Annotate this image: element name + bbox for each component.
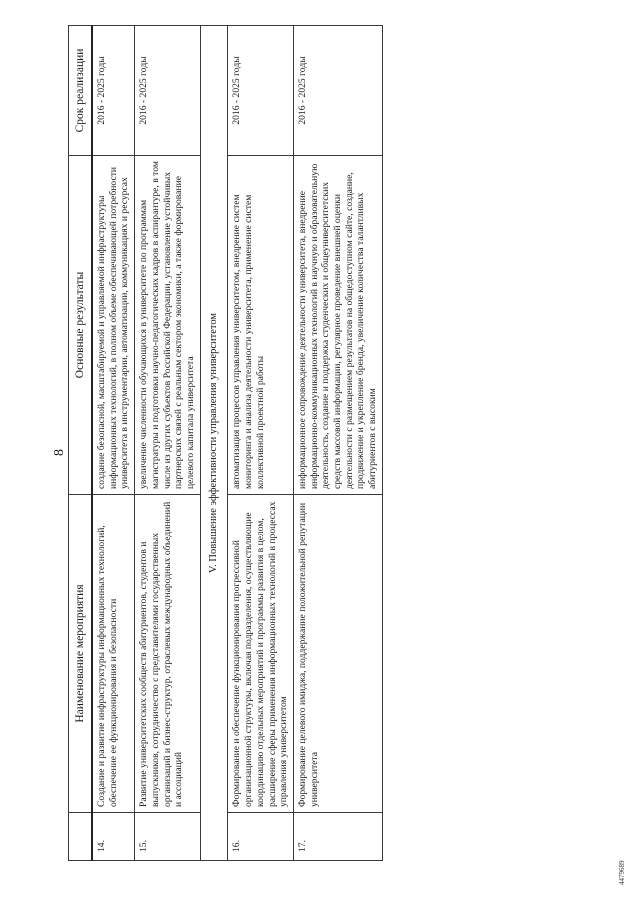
activity-name: Формирование целевого имиджа, поддержание положительной репутации университета: [293, 495, 382, 813]
table-header-row: [69, 26, 93, 861]
implementation-period: 2016 - 2025 годы: [92, 26, 135, 156]
header-activity-name: Наименование мероприятия: [69, 495, 93, 813]
table-row: [228, 26, 294, 861]
table-row: [293, 26, 382, 861]
main-results: создание безопасной, масштабируемой и управляемой инфраструктуры информационных технологий, в полном объеме обеспечивающей потребности университета в инструментарии, автоматизации, коммуникациях и ресурсах: [92, 156, 135, 495]
activity-name: Формирование и обеспечение функционирования прогрессивной организационной структуры, включая подразделения, осуществляющие координацию отдельных мероприятий и программы развития в целом, расширение сферы применения информационных технологий в процессах управления университетом: [228, 495, 294, 813]
header-num: [69, 813, 93, 861]
activities-table: [68, 25, 383, 861]
row-number: 17.: [293, 813, 382, 861]
implementation-period: 2016 - 2025 годы: [135, 26, 201, 156]
page-number: 8: [52, 449, 67, 456]
section-title: V. Повышение эффективности управления университетом: [200, 26, 228, 861]
activity-name: Развитие университетских сообществ абитуриентов, студентов и выпускников, сотрудничество с представителями государственных организаций и бизнес-структур, отраслевых международных объединений и ассоциаций: [135, 495, 201, 813]
row-number: 15.: [135, 813, 201, 861]
implementation-period: 2016 - 2025 годы: [293, 26, 382, 156]
main-results: увеличение численности обучающихся в университете по программам магистратуры и подготовки научно-педагогических кадров в аспирантуре, в том числе из других субъектов Российской Федерации, установление устойчивых партнерских связей с реальным сектором экономики, а также формирование целевого капитала университета: [135, 156, 201, 495]
section-row: [200, 26, 228, 861]
row-number: 14.: [92, 813, 135, 861]
main-results: информационное сопровождение деятельности университета, внедрение информационно-коммуникационных технологий в научную и образовательную деятельность, создание и поддержка студенческих и общеуниверситетских средств массовой информации, регулярное проведение внешней оценки деятельности с размещением результатов на общедоступном сайте, создание, продвижение и укрепление бренда, увеличение количества талантливых абитуриентов с высоким: [293, 156, 382, 495]
main-results: автоматизация процессов управления университетом, внедрение систем мониторинга и анализа деятельности университета, применение систем коллективной проектной работы: [228, 156, 294, 495]
header-implementation-period: Срок реализации: [69, 26, 93, 156]
implementation-period: 2016 - 2025 годы: [228, 26, 294, 156]
header-main-results: Основные результаты: [69, 156, 93, 495]
row-number: 16.: [228, 813, 294, 861]
table-row: [135, 26, 201, 861]
table-row: [92, 26, 135, 861]
activity-name: Создание и развитие инфраструктуры информационных технологий, обеспечение ее функционирования и безопасности: [92, 495, 135, 813]
document-code: 4479689: [618, 860, 626, 885]
